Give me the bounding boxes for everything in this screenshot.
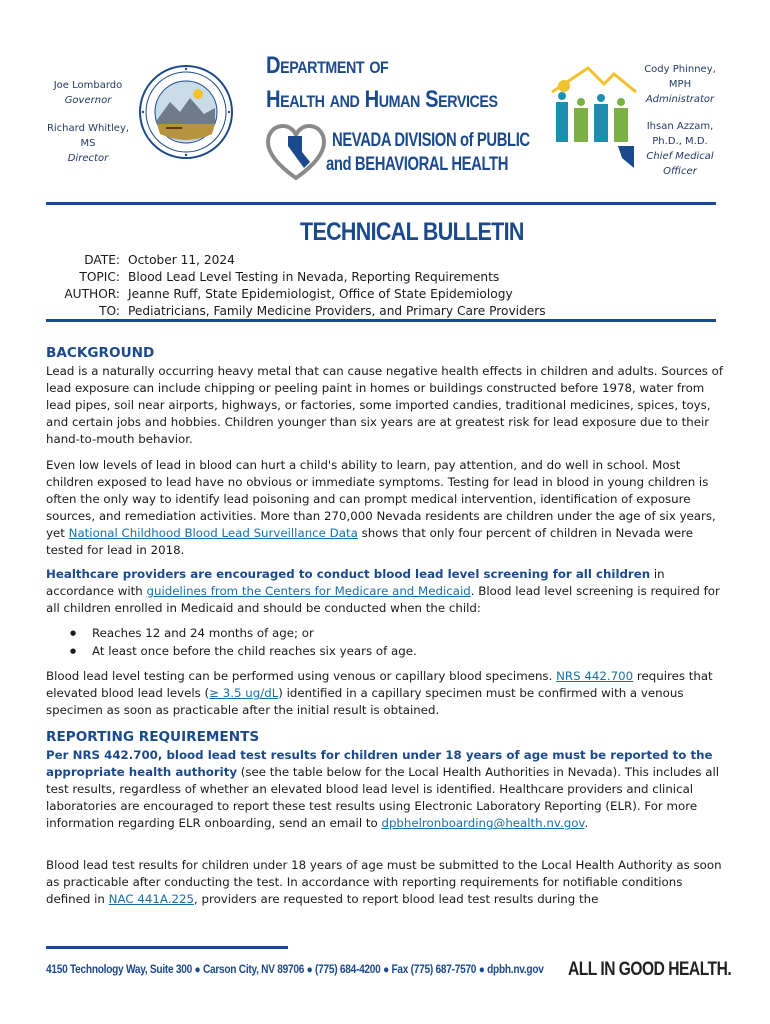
paragraph-text: Blood lead test results for children under 18 years of age must be submitted to the Local Health Authority as soon as practicable after conducting the test. In accordance with reporting requirements for notifiable conditions defined in (46, 858, 722, 907)
background-heading: BACKGROUND (46, 345, 155, 361)
heart-nevada-icon (264, 122, 328, 182)
cmo-credential: Ph.D., M.D. (652, 136, 708, 147)
meta-value: Blood Lead Level Testing in Nevada, Reporting Requirements (128, 270, 500, 284)
meta-divider (46, 319, 716, 322)
director-name: Richard Whitley, (46, 123, 130, 134)
cmo-title-line1: Chief Medical (646, 151, 714, 162)
governor-title: Governor (64, 95, 112, 106)
department-line2: Health and Human Services (266, 86, 498, 113)
meta-label: TO: (99, 304, 120, 318)
surveillance-data-link[interactable]: National Childhood Blood Lead Surveillance Data (68, 526, 358, 541)
background-paragraph-1: Lead is a naturally occurring heavy metal that can cause negative health effects in children and adults. Sources of lead exposure can include chipping or peeling paint in homes or buildings constructed before 1978, water from lead pipes, soil near airports, highways, or factories, some imported candies, traditional medicines, spices, toys, and certain jobs and hobbies. Children younger than six years are at greatest risk for lead exposure due to their hand-to-mouth behavior. (46, 364, 724, 447)
paragraph-text: shows that only four percent of children in Nevada were tested for lead in 2018. (46, 526, 693, 558)
paragraph-text: . (584, 816, 589, 831)
cmo-block (638, 119, 722, 179)
nrs-442-700-link[interactable]: NRS 442.700 (556, 669, 634, 683)
administrator-block (638, 62, 722, 107)
footer-divider (46, 946, 288, 949)
department-line1: Department of (266, 52, 389, 79)
background-paragraph-3 (46, 566, 726, 617)
cms-guidelines-link[interactable]: guidelines from the Centers for Medicare and Medicaid (146, 584, 471, 599)
paragraph-text: Even low levels of lead in blood can hurt a child's ability to learn, pay attention, and do well in school. Most children exposed to lead have no obvious or immediate symptoms. Testing for lead in blood in young children is often the only way to identify lead poisoning and can prompt medical intervention, identification of exposure sources, and remediation activities. More than 270,000 Nevada residents are children under the age of six years, yet (46, 458, 716, 541)
paragraph-text: , providers are requested to report blood lead test results during the (193, 892, 599, 907)
administrator-title: Administrator (645, 94, 715, 105)
meta-value: October 11, 2024 (128, 253, 235, 267)
bulletin-title: TECHNICAL BULLETIN (300, 218, 524, 246)
director-block (42, 121, 134, 166)
director-credential: MS (80, 138, 96, 149)
reporting-heading: REPORTING REQUIREMENTS (46, 729, 260, 745)
dhhs-logo (548, 62, 640, 172)
nac-441a-225-link[interactable]: NAC 441A.225 (108, 892, 194, 907)
bulletin-meta (46, 251, 726, 323)
governor-block (42, 78, 134, 108)
footer-address: 4150 Technology Way, Suite 300 ● Carson City, NV 89706 ● (775) 684-4200 ● Fax (775) 687-7570 ● dpbh.nv.gov (46, 964, 544, 976)
meta-label: AUTHOR: (64, 287, 120, 301)
director-title: Director (67, 153, 109, 164)
background-paragraph-2 (46, 457, 726, 560)
meta-label: DATE: (84, 253, 120, 267)
background-paragraph-4 (46, 668, 726, 719)
paragraph-text: ) identified in a capillary specimen must be confirmed with a venous specimen as soon as practicable after the initial result is obtained. (46, 686, 684, 718)
meta-value: Pediatricians, Family Medicine Providers, and Primary Care Providers (128, 304, 546, 318)
meta-value: Jeanne Ruff, State Epidemiologist, Office of State Epidemiology (128, 287, 513, 301)
administrator-name: Cody Phinney, (644, 64, 716, 75)
footer-tagline: ALL IN GOOD HEALTH. (568, 959, 732, 980)
paragraph-text: in accordance with (46, 567, 665, 599)
governor-name: Joe Lombardo (53, 80, 123, 91)
screening-bullets (46, 625, 417, 660)
elr-email-link[interactable]: dpbhelronboarding@health.nv.gov (381, 816, 585, 831)
list-item: ● At least once before the child reaches six years of age. (46, 643, 417, 661)
blood-lead-threshold-link[interactable]: ≥ 3.5 ug/dL (209, 686, 279, 701)
division-line1: NEVADA DIVISION of PUBLIC (332, 130, 530, 151)
header-divider (46, 202, 716, 205)
list-item: ● Reaches 12 and 24 months of age; or (46, 625, 417, 643)
paragraph-text: . Blood lead level screening is required for all children enrolled in Medicaid and should be conducted when the child: (46, 584, 720, 616)
reporting-emphasis: Per NRS 442.700, blood lead test results for children under 18 years of age must be reported to the appropriate health authority (46, 748, 713, 780)
cmo-name: Ihsan Azzam, (646, 121, 714, 132)
nevada-state-seal (138, 64, 234, 160)
paragraph-text: (see the table below for the Local Health Authorities in Nevada). This includes all test results, regardless of whether an elevated blood lead level is identified. Healthcare providers and clinical laboratories are encouraged to report these test results using Electronic Laboratory Reporting (ELR). For more information regarding ELR onboarding, send an email to (46, 765, 720, 831)
administrator-credential: MPH (668, 79, 692, 90)
division-line2: and BEHAVIORAL HEALTH (326, 154, 509, 175)
reporting-paragraph-2 (46, 857, 726, 908)
paragraph-text: Blood lead level testing can be performed using venous or capillary blood specimens. (46, 669, 557, 683)
paragraph-text: requires that elevated blood lead levels ( (46, 669, 713, 701)
cmo-title-line2: Officer (663, 166, 697, 177)
reporting-paragraph-1 (46, 747, 726, 832)
meta-label: TOPIC: (79, 270, 120, 284)
screening-emphasis: Healthcare providers are encouraged to conduct blood lead level screening for all children (46, 567, 651, 581)
